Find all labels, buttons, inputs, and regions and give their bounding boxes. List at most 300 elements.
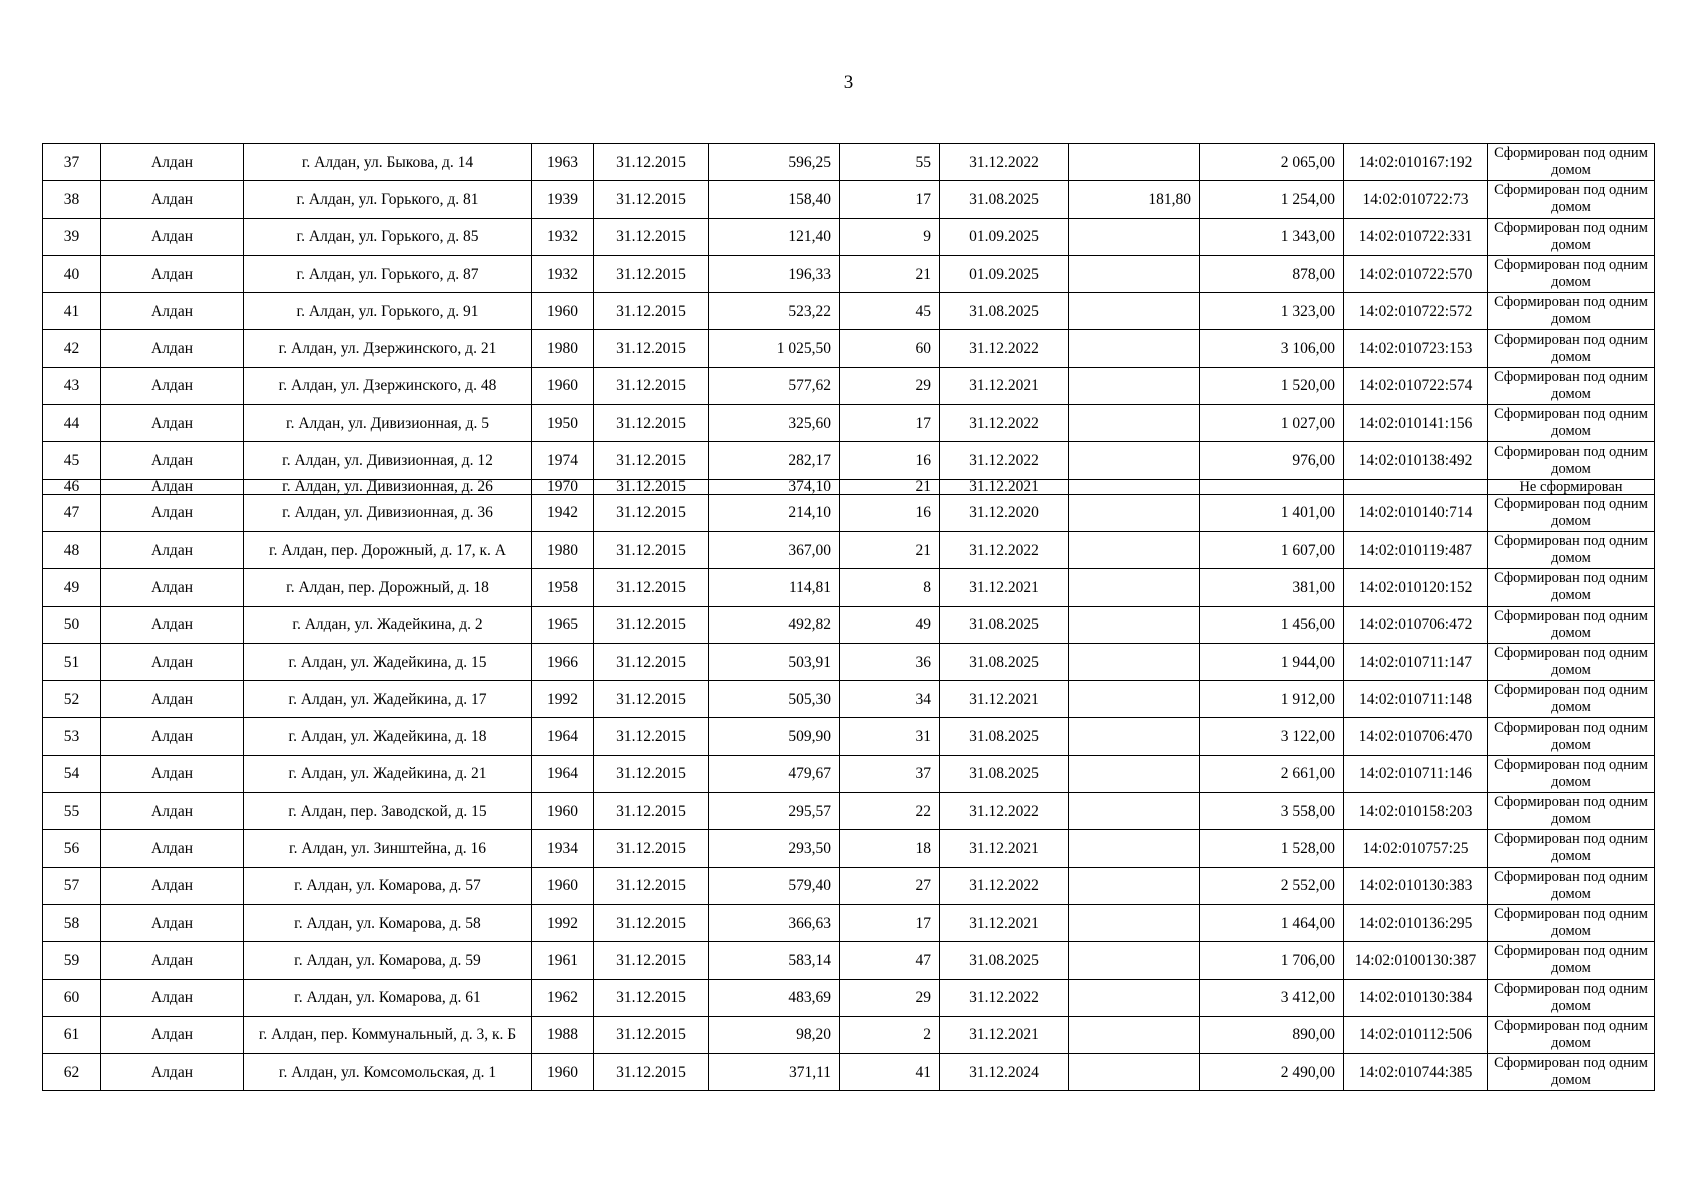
table-row [43, 367, 1655, 404]
extra-value-cell [1069, 681, 1200, 718]
cadastral-number-cell: 14:02:010723:153 [1344, 330, 1488, 367]
year-built-cell: 1932 [532, 218, 594, 255]
extra-value-cell [1069, 144, 1200, 181]
land-status-cell: Сформирован под одним домом [1488, 367, 1655, 404]
land-area-cell: 3 558,00 [1200, 793, 1344, 830]
table-row [43, 681, 1655, 718]
address-cell: г. Алдан, ул. Жадейкина, д. 18 [244, 718, 532, 755]
land-status-cell: Сформирован под одним домом [1488, 942, 1655, 979]
residents-cell: 21 [840, 255, 940, 292]
area-cell: 583,14 [709, 942, 840, 979]
residents-cell: 22 [840, 793, 940, 830]
address-cell: г. Алдан, пер. Коммунальный, д. 3, к. Б [244, 1016, 532, 1053]
deadline-cell: 31.12.2020 [940, 494, 1069, 531]
row-number-cell: 41 [43, 293, 101, 330]
cadastral-number-cell: 14:02:010711:146 [1344, 755, 1488, 792]
year-built-cell: 1962 [532, 979, 594, 1016]
land-status-cell: Сформирован под одним домом [1488, 255, 1655, 292]
table-row [43, 867, 1655, 904]
residents-cell: 60 [840, 330, 940, 367]
date-cell: 31.12.2015 [594, 904, 709, 941]
address-cell: г. Алдан, ул. Жадейкина, д. 2 [244, 606, 532, 643]
date-cell: 31.12.2015 [594, 755, 709, 792]
table-row [43, 942, 1655, 979]
date-cell: 31.12.2015 [594, 942, 709, 979]
residents-cell: 47 [840, 942, 940, 979]
extra-value-cell [1069, 218, 1200, 255]
residents-cell: 9 [840, 218, 940, 255]
residents-cell: 29 [840, 979, 940, 1016]
deadline-cell: 01.09.2025 [940, 218, 1069, 255]
residents-cell: 17 [840, 405, 940, 442]
residents-cell: 17 [840, 904, 940, 941]
extra-value-cell [1069, 1016, 1200, 1053]
deadline-cell: 31.08.2025 [940, 293, 1069, 330]
table-row [43, 479, 1655, 494]
area-cell: 483,69 [709, 979, 840, 1016]
extra-value-cell [1069, 367, 1200, 404]
date-cell: 31.12.2015 [594, 255, 709, 292]
extra-value-cell [1069, 867, 1200, 904]
land-area-cell: 2 065,00 [1200, 144, 1344, 181]
cadastral-number-cell: 14:02:010757:25 [1344, 830, 1488, 867]
date-cell: 31.12.2015 [594, 442, 709, 479]
area-cell: 492,82 [709, 606, 840, 643]
cadastral-number-cell: 14:02:010158:203 [1344, 793, 1488, 830]
cadastral-number-cell: 14:02:010130:384 [1344, 979, 1488, 1016]
deadline-cell: 31.12.2021 [940, 1016, 1069, 1053]
date-cell: 31.12.2015 [594, 979, 709, 1016]
row-number-cell: 56 [43, 830, 101, 867]
table-row [43, 979, 1655, 1016]
year-built-cell: 1964 [532, 718, 594, 755]
land-area-cell: 1 520,00 [1200, 367, 1344, 404]
land-status-cell: Сформирован под одним домом [1488, 718, 1655, 755]
date-cell: 31.12.2015 [594, 1016, 709, 1053]
cadastral-number-cell [1344, 479, 1488, 494]
land-status-cell: Сформирован под одним домом [1488, 979, 1655, 1016]
extra-value-cell [1069, 904, 1200, 941]
table-row [43, 405, 1655, 442]
extra-value-cell [1069, 942, 1200, 979]
deadline-cell: 31.08.2025 [940, 643, 1069, 680]
residents-cell: 55 [840, 144, 940, 181]
row-number-cell: 62 [43, 1054, 101, 1091]
residents-cell: 31 [840, 718, 940, 755]
land-status-cell: Сформирован под одним домом [1488, 330, 1655, 367]
table-row [43, 643, 1655, 680]
table-row [43, 442, 1655, 479]
date-cell: 31.12.2015 [594, 606, 709, 643]
row-number-cell: 43 [43, 367, 101, 404]
land-area-cell: 1 607,00 [1200, 531, 1344, 568]
land-status-cell: Сформирован под одним домом [1488, 293, 1655, 330]
extra-value-cell [1069, 606, 1200, 643]
row-number-cell: 40 [43, 255, 101, 292]
address-cell: г. Алдан, пер. Дорожный, д. 17, к. А [244, 531, 532, 568]
settlement-cell: Алдан [101, 979, 244, 1016]
area-cell: 282,17 [709, 442, 840, 479]
deadline-cell: 31.12.2022 [940, 979, 1069, 1016]
deadline-cell: 31.12.2022 [940, 531, 1069, 568]
area-cell: 577,62 [709, 367, 840, 404]
row-number-cell: 47 [43, 494, 101, 531]
land-status-cell: Сформирован под одним домом [1488, 643, 1655, 680]
cadastral-number-cell: 14:02:010140:714 [1344, 494, 1488, 531]
address-cell: г. Алдан, ул. Горького, д. 91 [244, 293, 532, 330]
address-cell: г. Алдан, ул. Комарова, д. 61 [244, 979, 532, 1016]
table-row [43, 218, 1655, 255]
table-body [43, 144, 1655, 1091]
extra-value-cell [1069, 718, 1200, 755]
row-number-cell: 37 [43, 144, 101, 181]
table-row [43, 569, 1655, 606]
date-cell: 31.12.2015 [594, 181, 709, 218]
settlement-cell: Алдан [101, 606, 244, 643]
settlement-cell: Алдан [101, 405, 244, 442]
land-status-cell: Сформирован под одним домом [1488, 531, 1655, 568]
row-number-cell: 55 [43, 793, 101, 830]
land-status-cell: Сформирован под одним домом [1488, 681, 1655, 718]
cadastral-number-cell: 14:02:010706:470 [1344, 718, 1488, 755]
cadastral-number-cell: 14:02:010711:147 [1344, 643, 1488, 680]
address-cell: г. Алдан, ул. Дзержинского, д. 48 [244, 367, 532, 404]
land-area-cell: 1 912,00 [1200, 681, 1344, 718]
row-number-cell: 59 [43, 942, 101, 979]
year-built-cell: 1939 [532, 181, 594, 218]
settlement-cell: Алдан [101, 255, 244, 292]
table-row [43, 531, 1655, 568]
deadline-cell: 31.12.2021 [940, 569, 1069, 606]
table-row [43, 830, 1655, 867]
area-cell: 325,60 [709, 405, 840, 442]
table-row [43, 793, 1655, 830]
land-area-cell: 1 706,00 [1200, 942, 1344, 979]
extra-value-cell [1069, 1054, 1200, 1091]
address-cell: г. Алдан, ул. Дивизионная, д. 12 [244, 442, 532, 479]
land-area-cell: 890,00 [1200, 1016, 1344, 1053]
table-row [43, 755, 1655, 792]
deadline-cell: 31.12.2021 [940, 367, 1069, 404]
year-built-cell: 1974 [532, 442, 594, 479]
row-number-cell: 44 [43, 405, 101, 442]
deadline-cell: 31.12.2022 [940, 405, 1069, 442]
address-cell: г. Алдан, ул. Комарова, д. 59 [244, 942, 532, 979]
area-cell: 114,81 [709, 569, 840, 606]
land-area-cell: 3 122,00 [1200, 718, 1344, 755]
residents-cell: 49 [840, 606, 940, 643]
land-area-cell: 878,00 [1200, 255, 1344, 292]
address-cell: г. Алдан, ул. Дивизионная, д. 5 [244, 405, 532, 442]
settlement-cell: Алдан [101, 479, 244, 494]
extra-value-cell [1069, 793, 1200, 830]
year-built-cell: 1966 [532, 643, 594, 680]
row-number-cell: 57 [43, 867, 101, 904]
cadastral-number-cell: 14:02:010167:192 [1344, 144, 1488, 181]
area-cell: 371,11 [709, 1054, 840, 1091]
table-row [43, 255, 1655, 292]
table-row [43, 1016, 1655, 1053]
deadline-cell: 31.08.2025 [940, 606, 1069, 643]
extra-value-cell [1069, 479, 1200, 494]
date-cell: 31.12.2015 [594, 830, 709, 867]
table-row [43, 1054, 1655, 1091]
land-status-cell: Сформирован под одним домом [1488, 755, 1655, 792]
extra-value-cell [1069, 979, 1200, 1016]
date-cell: 31.12.2015 [594, 330, 709, 367]
cadastral-number-cell: 14:02:010120:152 [1344, 569, 1488, 606]
land-area-cell: 3 106,00 [1200, 330, 1344, 367]
residents-cell: 27 [840, 867, 940, 904]
extra-value-cell [1069, 531, 1200, 568]
deadline-cell: 31.08.2025 [940, 942, 1069, 979]
settlement-cell: Алдан [101, 442, 244, 479]
address-cell: г. Алдан, ул. Дивизионная, д. 26 [244, 479, 532, 494]
area-cell: 523,22 [709, 293, 840, 330]
deadline-cell: 31.12.2022 [940, 144, 1069, 181]
cadastral-number-cell: 14:02:010722:73 [1344, 181, 1488, 218]
land-status-cell: Не сформирован [1488, 479, 1655, 494]
deadline-cell: 31.12.2022 [940, 330, 1069, 367]
settlement-cell: Алдан [101, 1016, 244, 1053]
table-row [43, 494, 1655, 531]
extra-value-cell [1069, 569, 1200, 606]
address-cell: г. Алдан, ул. Комарова, д. 58 [244, 904, 532, 941]
deadline-cell: 31.12.2022 [940, 793, 1069, 830]
land-status-cell: Сформирован под одним домом [1488, 830, 1655, 867]
row-number-cell: 51 [43, 643, 101, 680]
residents-cell: 36 [840, 643, 940, 680]
cadastral-number-cell: 14:02:010119:487 [1344, 531, 1488, 568]
date-cell: 31.12.2015 [594, 793, 709, 830]
cadastral-number-cell: 14:02:010722:570 [1344, 255, 1488, 292]
land-area-cell: 1 464,00 [1200, 904, 1344, 941]
settlement-cell: Алдан [101, 793, 244, 830]
extra-value-cell [1069, 830, 1200, 867]
land-area-cell: 1 944,00 [1200, 643, 1344, 680]
year-built-cell: 1960 [532, 1054, 594, 1091]
year-built-cell: 1960 [532, 293, 594, 330]
land-area-cell: 1 027,00 [1200, 405, 1344, 442]
cadastral-number-cell: 14:02:010112:506 [1344, 1016, 1488, 1053]
area-cell: 293,50 [709, 830, 840, 867]
residents-cell: 18 [840, 830, 940, 867]
land-area-cell: 976,00 [1200, 442, 1344, 479]
land-status-cell: Сформирован под одним домом [1488, 606, 1655, 643]
settlement-cell: Алдан [101, 181, 244, 218]
settlement-cell: Алдан [101, 367, 244, 404]
extra-value-cell [1069, 494, 1200, 531]
residents-cell: 41 [840, 1054, 940, 1091]
year-built-cell: 1964 [532, 755, 594, 792]
land-area-cell: 2 552,00 [1200, 867, 1344, 904]
settlement-cell: Алдан [101, 494, 244, 531]
row-number-cell: 53 [43, 718, 101, 755]
land-area-cell: 1 456,00 [1200, 606, 1344, 643]
date-cell: 31.12.2015 [594, 494, 709, 531]
land-status-cell: Сформирован под одним домом [1488, 569, 1655, 606]
date-cell: 31.12.2015 [594, 531, 709, 568]
land-area-cell: 2 661,00 [1200, 755, 1344, 792]
row-number-cell: 46 [43, 479, 101, 494]
date-cell: 31.12.2015 [594, 569, 709, 606]
land-status-cell: Сформирован под одним домом [1488, 144, 1655, 181]
deadline-cell: 31.12.2024 [940, 1054, 1069, 1091]
extra-value-cell [1069, 755, 1200, 792]
date-cell: 31.12.2015 [594, 681, 709, 718]
land-area-cell: 381,00 [1200, 569, 1344, 606]
cadastral-number-cell: 14:02:010722:574 [1344, 367, 1488, 404]
date-cell: 31.12.2015 [594, 867, 709, 904]
date-cell: 31.12.2015 [594, 144, 709, 181]
year-built-cell: 1970 [532, 479, 594, 494]
address-cell: г. Алдан, пер. Дорожный, д. 18 [244, 569, 532, 606]
row-number-cell: 58 [43, 904, 101, 941]
cadastral-number-cell: 14:02:010136:295 [1344, 904, 1488, 941]
year-built-cell: 1980 [532, 330, 594, 367]
extra-value-cell: 181,80 [1069, 181, 1200, 218]
land-status-cell: Сформирован под одним домом [1488, 181, 1655, 218]
row-number-cell: 42 [43, 330, 101, 367]
extra-value-cell [1069, 643, 1200, 680]
address-cell: г. Алдан, ул. Жадейкина, д. 17 [244, 681, 532, 718]
address-cell: г. Алдан, ул. Зинштейна, д. 16 [244, 830, 532, 867]
address-cell: г. Алдан, ул. Быкова, д. 14 [244, 144, 532, 181]
area-cell: 366,63 [709, 904, 840, 941]
housing-table [42, 143, 1655, 1091]
cadastral-number-cell: 14:02:010141:156 [1344, 405, 1488, 442]
area-cell: 579,40 [709, 867, 840, 904]
year-built-cell: 1965 [532, 606, 594, 643]
year-built-cell: 1942 [532, 494, 594, 531]
residents-cell: 21 [840, 531, 940, 568]
deadline-cell: 31.12.2021 [940, 479, 1069, 494]
table-row [43, 144, 1655, 181]
settlement-cell: Алдан [101, 681, 244, 718]
deadline-cell: 31.08.2025 [940, 718, 1069, 755]
address-cell: г. Алдан, ул. Жадейкина, д. 21 [244, 755, 532, 792]
land-area-cell: 1 343,00 [1200, 218, 1344, 255]
address-cell: г. Алдан, ул. Горького, д. 87 [244, 255, 532, 292]
land-status-cell: Сформирован под одним домом [1488, 218, 1655, 255]
table-row [43, 293, 1655, 330]
date-cell: 31.12.2015 [594, 405, 709, 442]
address-cell: г. Алдан, ул. Жадейкина, д. 15 [244, 643, 532, 680]
residents-cell: 17 [840, 181, 940, 218]
land-area-cell: 1 254,00 [1200, 181, 1344, 218]
area-cell: 295,57 [709, 793, 840, 830]
residents-cell: 37 [840, 755, 940, 792]
cadastral-number-cell: 14:02:010130:383 [1344, 867, 1488, 904]
area-cell: 158,40 [709, 181, 840, 218]
deadline-cell: 31.08.2025 [940, 755, 1069, 792]
date-cell: 31.12.2015 [594, 293, 709, 330]
row-number-cell: 60 [43, 979, 101, 1016]
extra-value-cell [1069, 442, 1200, 479]
year-built-cell: 1992 [532, 681, 594, 718]
land-status-cell: Сформирован под одним домом [1488, 1054, 1655, 1091]
land-status-cell: Сформирован под одним домом [1488, 494, 1655, 531]
table-row [43, 181, 1655, 218]
settlement-cell: Алдан [101, 1054, 244, 1091]
area-cell: 509,90 [709, 718, 840, 755]
year-built-cell: 1961 [532, 942, 594, 979]
year-built-cell: 1934 [532, 830, 594, 867]
area-cell: 505,30 [709, 681, 840, 718]
row-number-cell: 48 [43, 531, 101, 568]
address-cell: г. Алдан, ул. Горького, д. 81 [244, 181, 532, 218]
year-built-cell: 1992 [532, 904, 594, 941]
date-cell: 31.12.2015 [594, 718, 709, 755]
settlement-cell: Алдан [101, 144, 244, 181]
address-cell: г. Алдан, ул. Комсомольская, д. 1 [244, 1054, 532, 1091]
date-cell: 31.12.2015 [594, 479, 709, 494]
residents-cell: 34 [840, 681, 940, 718]
land-status-cell: Сформирован под одним домом [1488, 405, 1655, 442]
land-area-cell: 1 323,00 [1200, 293, 1344, 330]
deadline-cell: 31.12.2021 [940, 904, 1069, 941]
cadastral-number-cell: 14:02:010711:148 [1344, 681, 1488, 718]
page-number: 3 [843, 72, 854, 93]
area-cell: 367,00 [709, 531, 840, 568]
land-area-cell: 1 401,00 [1200, 494, 1344, 531]
residents-cell: 45 [840, 293, 940, 330]
address-cell: г. Алдан, ул. Комарова, д. 57 [244, 867, 532, 904]
deadline-cell: 31.08.2025 [940, 181, 1069, 218]
area-cell: 374,10 [709, 479, 840, 494]
land-area-cell: 3 412,00 [1200, 979, 1344, 1016]
extra-value-cell [1069, 405, 1200, 442]
settlement-cell: Алдан [101, 531, 244, 568]
land-status-cell: Сформирован под одним домом [1488, 1016, 1655, 1053]
cadastral-number-cell: 14:02:0100130:387 [1344, 942, 1488, 979]
year-built-cell: 1980 [532, 531, 594, 568]
date-cell: 31.12.2015 [594, 218, 709, 255]
address-cell: г. Алдан, ул. Горького, д. 85 [244, 218, 532, 255]
settlement-cell: Алдан [101, 867, 244, 904]
year-built-cell: 1988 [532, 1016, 594, 1053]
row-number-cell: 61 [43, 1016, 101, 1053]
land-status-cell: Сформирован под одним домом [1488, 442, 1655, 479]
row-number-cell: 50 [43, 606, 101, 643]
year-built-cell: 1958 [532, 569, 594, 606]
row-number-cell: 39 [43, 218, 101, 255]
settlement-cell: Алдан [101, 643, 244, 680]
deadline-cell: 01.09.2025 [940, 255, 1069, 292]
land-status-cell: Сформирован под одним домом [1488, 867, 1655, 904]
area-cell: 214,10 [709, 494, 840, 531]
cadastral-number-cell: 14:02:010722:572 [1344, 293, 1488, 330]
year-built-cell: 1960 [532, 867, 594, 904]
area-cell: 596,25 [709, 144, 840, 181]
area-cell: 503,91 [709, 643, 840, 680]
residents-cell: 8 [840, 569, 940, 606]
year-built-cell: 1932 [532, 255, 594, 292]
table-row [43, 606, 1655, 643]
date-cell: 31.12.2015 [594, 1054, 709, 1091]
settlement-cell: Алдан [101, 830, 244, 867]
area-cell: 1 025,50 [709, 330, 840, 367]
date-cell: 31.12.2015 [594, 643, 709, 680]
land-status-cell: Сформирован под одним домом [1488, 904, 1655, 941]
table-row [43, 904, 1655, 941]
table-row [43, 330, 1655, 367]
area-cell: 121,40 [709, 218, 840, 255]
cadastral-number-cell: 14:02:010138:492 [1344, 442, 1488, 479]
address-cell: г. Алдан, пер. Заводской, д. 15 [244, 793, 532, 830]
year-built-cell: 1963 [532, 144, 594, 181]
residents-cell: 21 [840, 479, 940, 494]
